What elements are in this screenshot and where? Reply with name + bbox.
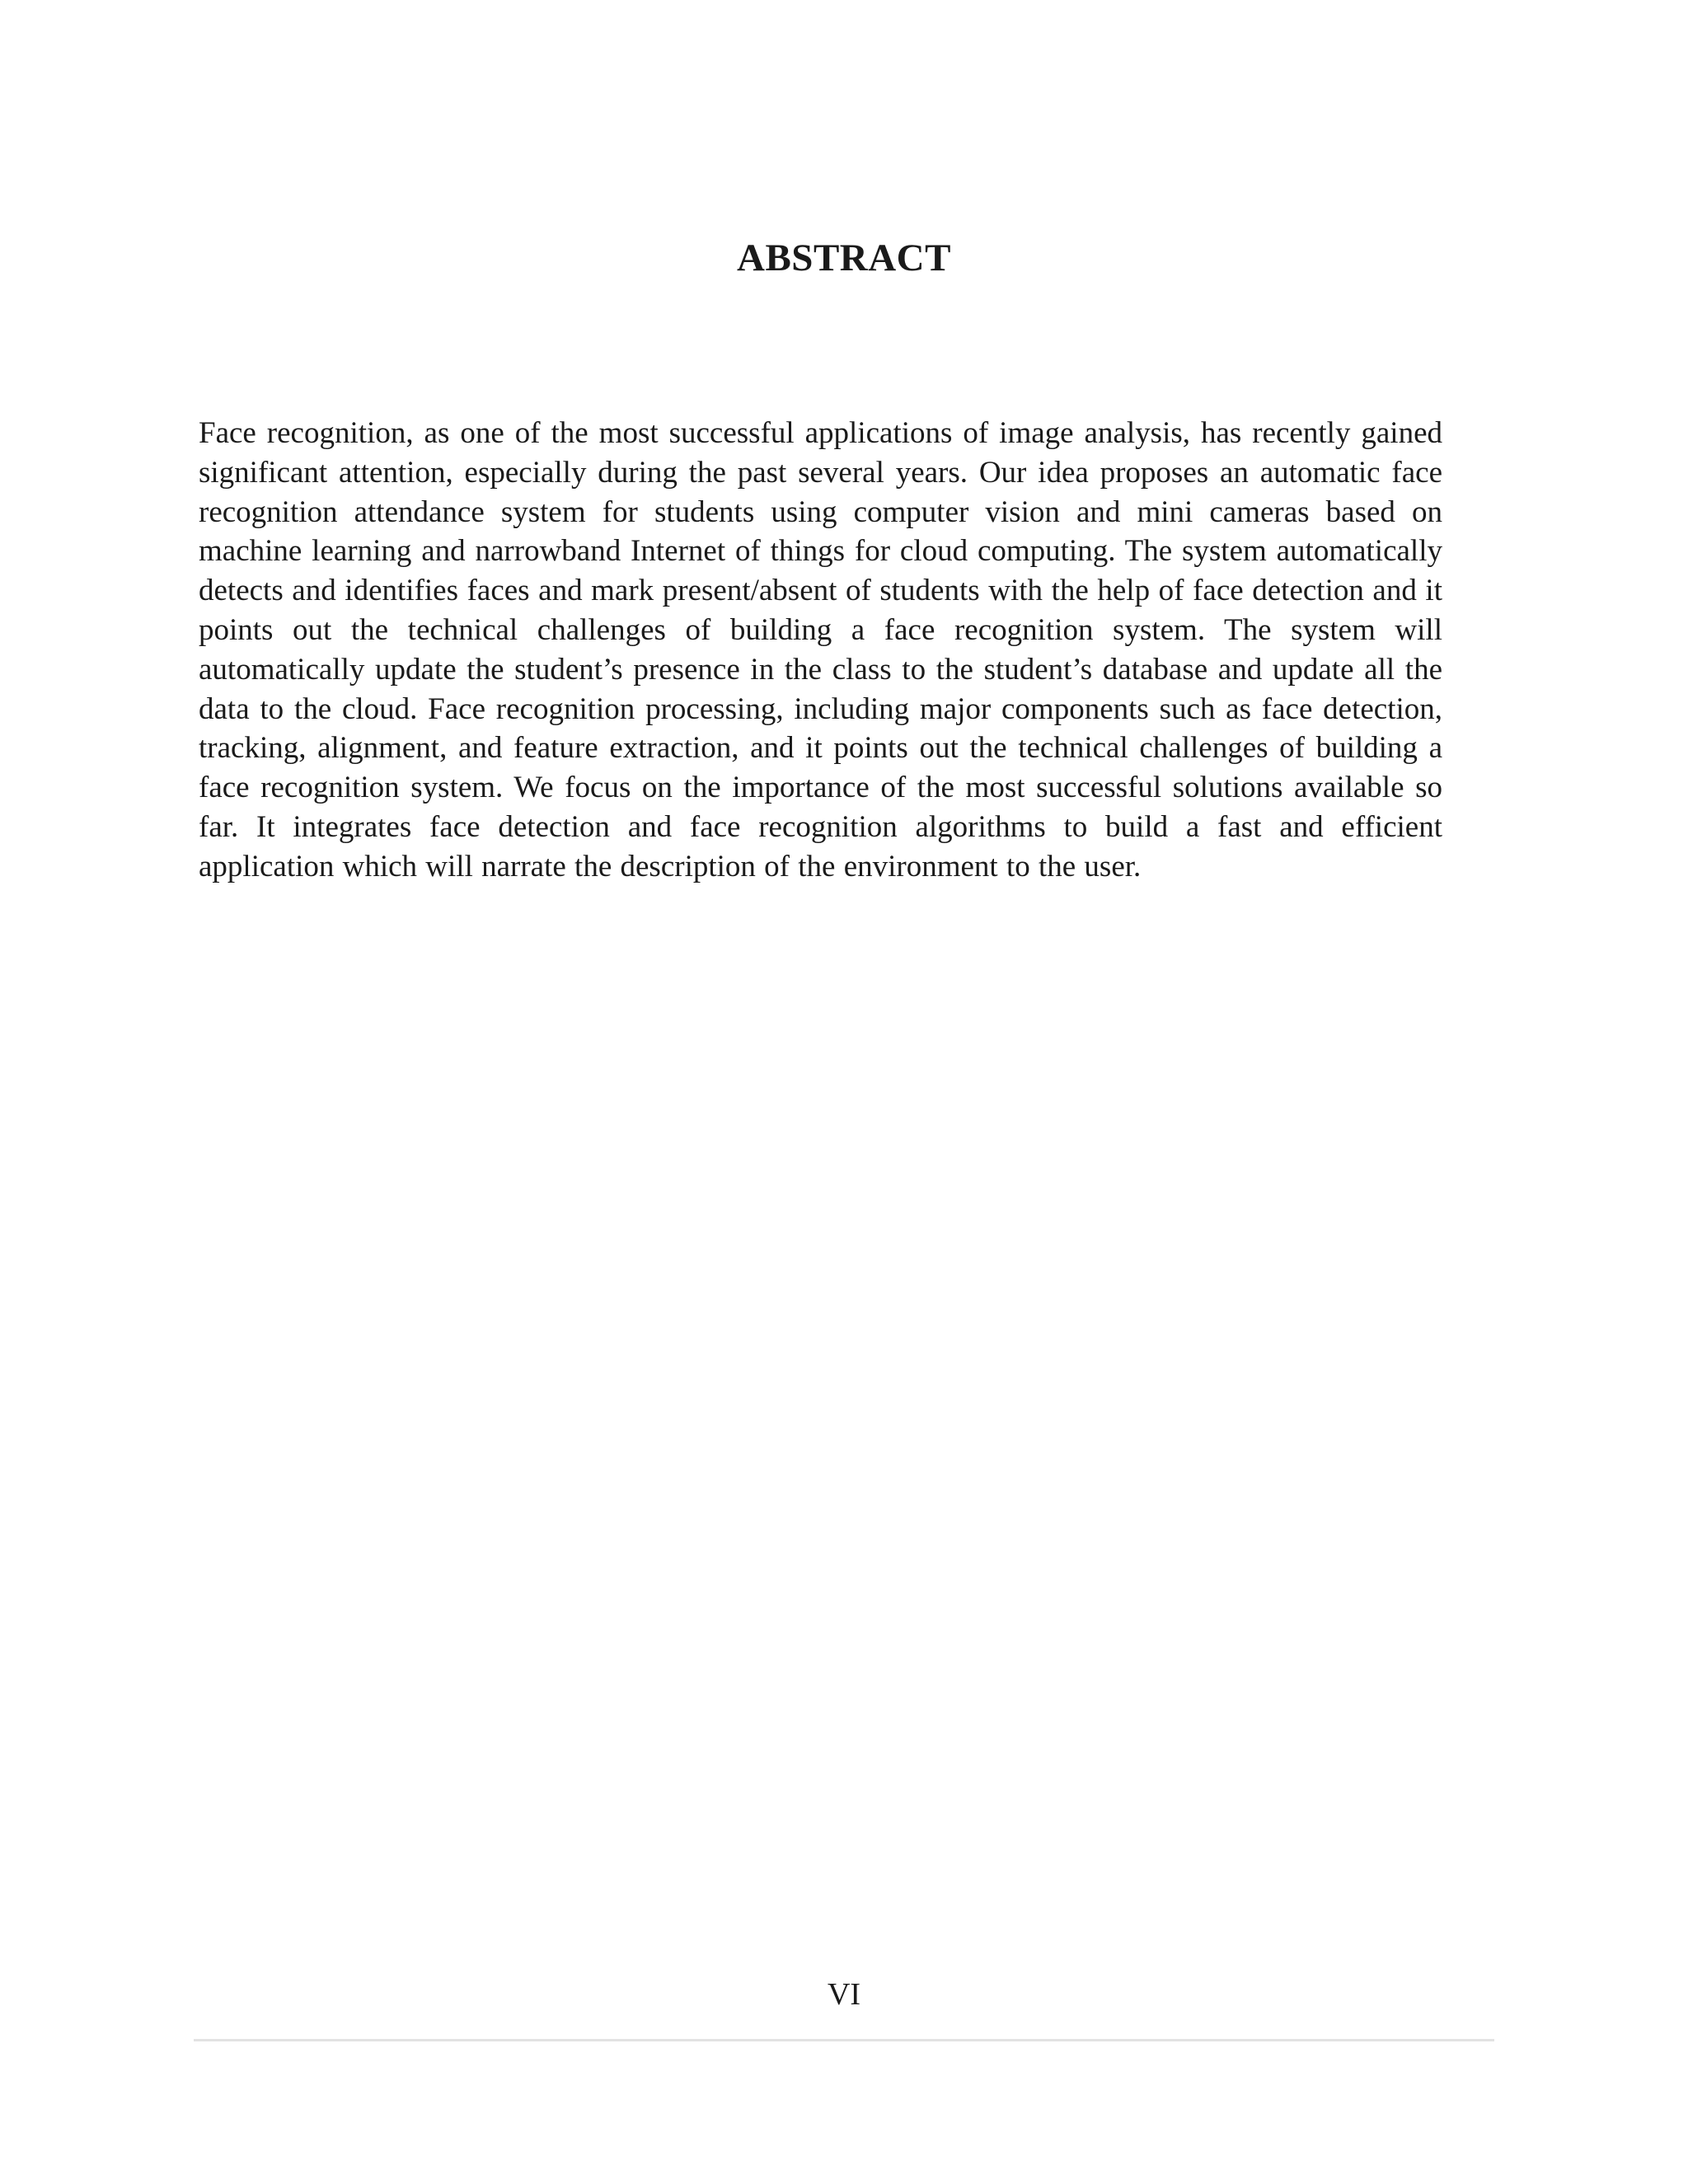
abstract-paragraph: Face recognition, as one of the most successful applications of image analysis, has recently gained significant attention, especially during the past several years. Our idea proposes an automatic face recognition attendance system for students using computer vision and mini cameras based on machine learning and narrowband Internet of things for cloud computing. The system automatically detects and identifies faces and mark present/absent of students with the help of face detection and it points out the technical challenges of building a face recognition system. The system will automatically update the student’s presence in the class to the student’s database and update all the data to the cloud. Face recognition processing, including major components such as face detection, tracking, alignment, and feature extraction, and it points out the technical challenges of building a face recognition system. We focus on the importance of the most successful solutions available so far. It integrates face detection and face recognition algorithms to build a fast and efficient application which will narrate the description of the environment to the user. <box>199 416 1442 883</box>
abstract-heading: ABSTRACT <box>737 237 951 279</box>
footer-divider <box>194 2039 1494 2041</box>
page-number: VI <box>827 1977 861 2012</box>
